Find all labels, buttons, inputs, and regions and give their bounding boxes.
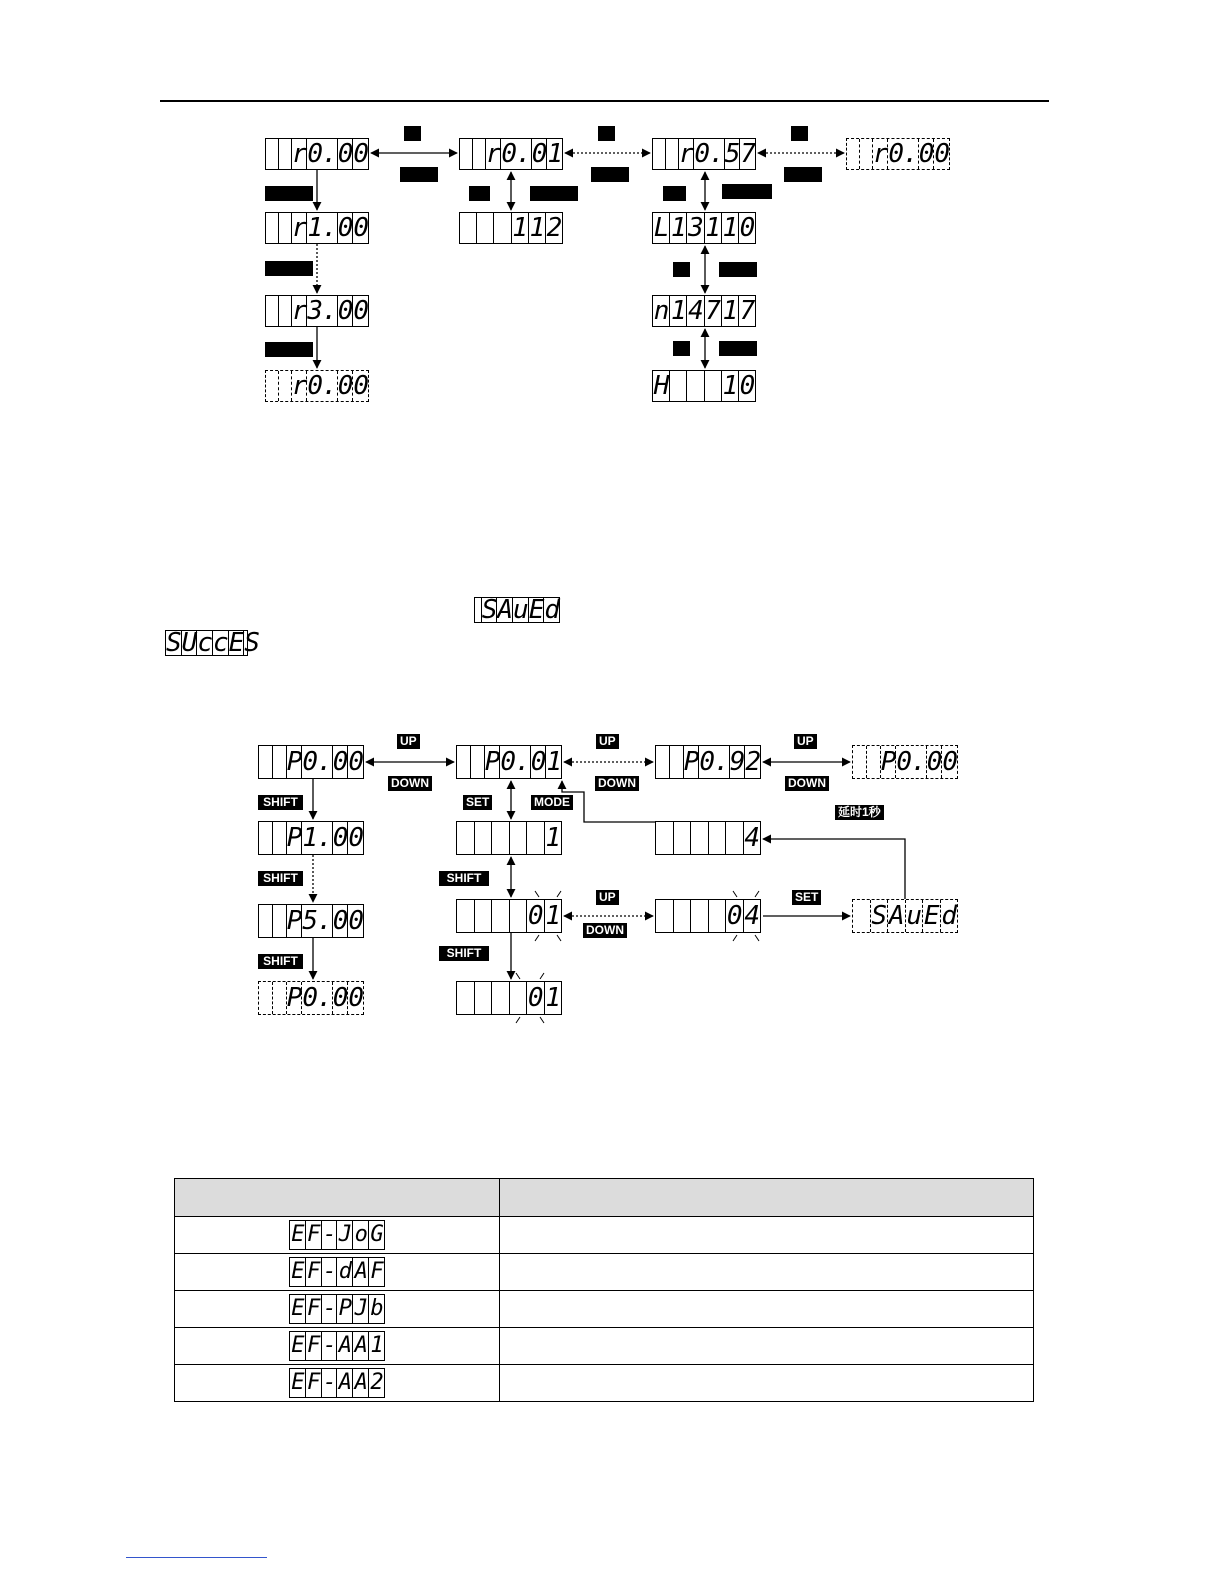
display-digit [266, 213, 279, 243]
display-digit: 0 [348, 906, 363, 936]
display-digit [527, 822, 545, 854]
error-description [500, 1365, 1034, 1402]
key-block [663, 186, 686, 201]
display-digit: E [290, 1332, 306, 1360]
display-digit: 1 [529, 213, 545, 243]
display-digit: 7 [705, 296, 720, 326]
display-digit [259, 746, 273, 778]
display-digit: 0 [934, 139, 949, 169]
display-r000-loop [265, 370, 369, 402]
display-digit: 0 [739, 213, 755, 243]
display-digit: 0 [332, 906, 348, 936]
display-digit [473, 139, 486, 169]
display-digit: 1 [705, 213, 720, 243]
display-digit [475, 982, 493, 1014]
display-digit: 0 [527, 901, 543, 931]
display-r057 [652, 138, 756, 170]
display-digit: P [286, 906, 302, 936]
display-digit [475, 598, 482, 622]
display-digit [457, 982, 475, 1014]
display-digit: F [306, 1221, 322, 1249]
display-digit [457, 822, 475, 854]
display-digit [705, 371, 722, 401]
key-block [673, 341, 690, 356]
display-digit: 0. [302, 983, 332, 1013]
display-value-01 [456, 899, 562, 933]
display-P000 [258, 745, 364, 779]
display-digit: 0 [337, 371, 353, 401]
display-digit [273, 982, 287, 1014]
display-digit: 1 [370, 1333, 383, 1358]
error-description [500, 1291, 1034, 1328]
header-rule [160, 100, 1049, 102]
display-digit: 1 [722, 296, 738, 326]
display-digit: r [291, 213, 307, 243]
display-digit [279, 213, 292, 243]
display-digit: P [286, 823, 302, 853]
error-code-display [289, 1294, 385, 1324]
display-digit: 1 [722, 371, 738, 401]
up-key: UP [794, 734, 817, 749]
error-description [500, 1328, 1034, 1365]
display-digit: S [871, 901, 887, 931]
display-digit: 3 [688, 213, 703, 243]
display-digit [510, 900, 528, 932]
key-block [719, 262, 757, 277]
display-digit: F [306, 1369, 322, 1397]
display-digit: r [872, 139, 888, 169]
display-digit [709, 822, 727, 854]
display-digit: 0. [500, 747, 530, 777]
display-digit: - [322, 1369, 338, 1397]
display-digit: 0. [694, 139, 724, 169]
display-digit: 9 [729, 747, 745, 777]
up-key: UP [397, 734, 420, 749]
display-digit: 1. [302, 823, 332, 853]
display-digit: A [888, 901, 904, 931]
display-digit [656, 822, 674, 854]
display-digit: 0. [896, 747, 926, 777]
display-digit: 4 [744, 823, 760, 853]
display-digit: 0 [527, 983, 543, 1013]
display-digit: 0 [926, 747, 942, 777]
display-value-1 [456, 821, 562, 855]
display-digit: E [228, 628, 244, 658]
display-digit: u [906, 901, 922, 931]
display-digit: d [544, 595, 559, 625]
display-digit: 0 [337, 139, 353, 169]
table-header-row [175, 1179, 1034, 1217]
key-block [598, 126, 615, 141]
display-digit: 0. [302, 747, 332, 777]
display-digit: 0. [307, 371, 337, 401]
display-digit: c [212, 628, 228, 658]
display-digit: 1 [722, 213, 738, 243]
key-block [673, 262, 690, 277]
display-digit [656, 746, 670, 778]
shift-key: SHIFT [258, 954, 303, 969]
display-digit [726, 822, 744, 854]
display-digit [259, 822, 273, 854]
key-block [719, 341, 757, 356]
display-digit: 1 [545, 823, 561, 853]
display-digit: S [481, 595, 497, 625]
display-digit [860, 139, 873, 169]
display-digit: 3. [307, 296, 337, 326]
display-P000-end [852, 745, 958, 779]
display-digit: 0 [353, 296, 368, 326]
display-value-4 [655, 821, 761, 855]
display-saved [852, 899, 958, 933]
display-digit [494, 213, 511, 243]
key-block [530, 186, 578, 201]
display-n14717 [652, 295, 756, 327]
display-digit [475, 900, 493, 932]
display-digit: 4 [744, 901, 760, 931]
table-row [175, 1217, 1034, 1254]
error-code-display [289, 1368, 385, 1398]
display-digit: 4 [688, 296, 703, 326]
down-key: DOWN [785, 776, 829, 791]
display-digit [471, 746, 485, 778]
display-digit [273, 746, 287, 778]
mode-key: MODE [531, 795, 573, 810]
display-digit: F [306, 1258, 322, 1286]
display-digit: 0. [699, 747, 729, 777]
down-key: DOWN [595, 776, 639, 791]
display-digit: 1 [545, 983, 561, 1013]
display-digit: P [683, 747, 699, 777]
display-digit: E [290, 1221, 306, 1249]
table-header-description [500, 1179, 1034, 1217]
delay-note: 延时1秒 [835, 805, 884, 820]
display-digit [477, 213, 494, 243]
key-block [469, 186, 490, 201]
error-code-cell [175, 1217, 500, 1254]
display-digit: E [290, 1258, 306, 1286]
display-r100 [265, 212, 369, 244]
table-row [175, 1328, 1034, 1365]
display-digit: S [166, 628, 181, 658]
display-digit: 0 [353, 213, 368, 243]
display-digit: 0 [353, 371, 368, 401]
display-digit: 1. [307, 213, 337, 243]
display-digit [492, 982, 510, 1014]
display-value-04 [655, 899, 761, 933]
error-description [500, 1254, 1034, 1291]
key-block [722, 184, 772, 199]
display-digit: E [528, 595, 544, 625]
display-digit [691, 822, 709, 854]
up-key: UP [596, 890, 619, 905]
display-digit: A [353, 1332, 369, 1360]
display-digit [653, 139, 666, 169]
display-digit: E [923, 901, 939, 931]
display-digit [853, 900, 871, 932]
display-digit: d [941, 901, 957, 931]
display-digit [670, 746, 684, 778]
display-succes-inline [165, 628, 259, 658]
display-digit [266, 296, 279, 326]
display-digit: 0 [337, 213, 353, 243]
display-digit: 0. [501, 139, 531, 169]
display-digit: r [678, 139, 694, 169]
display-digit: 0 [348, 983, 363, 1013]
display-digit: 0 [348, 823, 363, 853]
display-digit: - [322, 1258, 338, 1286]
display-digit: 1 [547, 139, 562, 169]
display-digit: P [880, 747, 896, 777]
display-digit [687, 371, 704, 401]
display-digit: r [291, 139, 307, 169]
display-digit: 0 [739, 371, 755, 401]
display-digit [279, 139, 292, 169]
display-digit [492, 822, 510, 854]
display-digit: 0. [888, 139, 918, 169]
display-digit: r [291, 371, 307, 401]
display-digit [457, 900, 475, 932]
display-digit [273, 905, 287, 937]
display-digit: A [337, 1332, 353, 1360]
error-code-table [174, 1178, 1034, 1402]
display-digit: A [337, 1369, 353, 1397]
display-digit [867, 746, 881, 778]
display-digit [457, 746, 471, 778]
display-r000-end [846, 138, 950, 170]
key-block [265, 342, 313, 357]
display-digit: J [353, 1295, 369, 1323]
display-digit: 0 [726, 901, 742, 931]
down-key: DOWN [583, 923, 627, 938]
display-digit: 0 [332, 747, 348, 777]
display-digit [691, 900, 709, 932]
display-digit: 0 [332, 983, 348, 1013]
up-key: UP [596, 734, 619, 749]
display-digit: 0 [353, 139, 368, 169]
display-r001 [459, 138, 563, 170]
display-digit: J [337, 1221, 353, 1249]
display-P000-loop [258, 981, 364, 1015]
display-digit: u [513, 595, 528, 625]
display-digit [656, 900, 674, 932]
display-r000 [265, 138, 369, 170]
display-digit: 1 [546, 747, 561, 777]
display-digit: - [322, 1332, 338, 1360]
display-digit: c [197, 628, 212, 658]
footer-link-underline[interactable] [126, 1557, 267, 1558]
key-block [404, 126, 421, 141]
key-block [784, 167, 822, 182]
key-block [400, 167, 438, 182]
display-digit: 0 [348, 747, 363, 777]
display-digit: F [370, 1259, 383, 1284]
display-digit [259, 905, 273, 937]
display-digit: P [484, 747, 500, 777]
display-P500 [258, 904, 364, 938]
down-key: DOWN [388, 776, 432, 791]
display-digit [510, 982, 528, 1014]
display-digit: 5 [724, 139, 740, 169]
display-digit [853, 746, 867, 778]
display-digit: n [653, 296, 669, 326]
display-digit: 7 [739, 296, 755, 326]
table-row [175, 1291, 1034, 1328]
key-block [791, 126, 808, 141]
display-digit: U [181, 628, 197, 658]
error-code-cell [175, 1328, 500, 1365]
display-digit [670, 371, 687, 401]
display-digit: 0 [332, 823, 348, 853]
display-digit [847, 139, 860, 169]
display-P001 [456, 745, 562, 779]
display-digit: 0 [531, 139, 547, 169]
display-digit: 2 [370, 1370, 383, 1395]
error-code-cell [175, 1254, 500, 1291]
display-digit: b [370, 1296, 383, 1321]
display-digit: 0. [307, 139, 337, 169]
error-description [500, 1217, 1034, 1254]
error-code-display [289, 1331, 385, 1361]
shift-key: SHIFT [439, 871, 489, 886]
display-digit: P [286, 747, 302, 777]
table-row [175, 1365, 1034, 1402]
error-code-display [289, 1257, 385, 1287]
table-header-code [175, 1179, 500, 1217]
display-digit: d [337, 1258, 353, 1286]
display-L13110 [652, 212, 756, 244]
display-digit: 2 [546, 213, 562, 243]
display-digit [266, 371, 279, 401]
display-digit: 1 [670, 213, 686, 243]
display-digit [279, 296, 292, 326]
display-digit: P [337, 1295, 353, 1323]
display-value-01-next [456, 981, 562, 1015]
display-digit: - [322, 1221, 338, 1249]
display-digit [273, 822, 287, 854]
error-code-cell [175, 1365, 500, 1402]
display-P100 [258, 821, 364, 855]
display-digit: S [244, 628, 259, 658]
display-digit [279, 371, 292, 401]
display-digit: 1 [670, 296, 686, 326]
display-digit [674, 822, 692, 854]
display-digit: L [653, 213, 669, 243]
display-digit [492, 900, 510, 932]
display-digit: r [291, 296, 307, 326]
table-row [175, 1254, 1034, 1291]
display-digit: 2 [745, 747, 760, 777]
display-P092 [655, 745, 761, 779]
display-r300 [265, 295, 369, 327]
display-digit: 5. [302, 906, 332, 936]
display-digit [510, 822, 528, 854]
display-H10 [652, 370, 756, 402]
display-digit: P [286, 983, 302, 1013]
display-digit [460, 213, 477, 243]
display-digit [666, 139, 679, 169]
display-digit [475, 822, 493, 854]
display-digit: F [306, 1332, 322, 1360]
key-block [265, 186, 313, 201]
display-digit: A [497, 595, 513, 625]
display-digit: 0 [918, 139, 934, 169]
display-digit: E [290, 1369, 306, 1397]
shift-key: SHIFT [258, 871, 303, 886]
error-code-cell [175, 1291, 500, 1328]
set-key: SET [463, 795, 492, 810]
display-digit [259, 982, 273, 1014]
display-digit: 0 [942, 747, 957, 777]
set-key: SET [792, 890, 821, 905]
display-saved-inline [474, 597, 560, 623]
display-digit: 1 [512, 213, 527, 243]
display-digit: E [290, 1295, 306, 1323]
display-digit: o [353, 1221, 369, 1249]
display-digit: H [653, 371, 669, 401]
display-digit: A [353, 1369, 369, 1397]
display-digit [460, 139, 473, 169]
display-digit [709, 900, 727, 932]
error-code-display [289, 1220, 385, 1250]
display-digit: - [322, 1295, 338, 1323]
display-digit: A [353, 1258, 369, 1286]
display-digit: 0 [337, 296, 353, 326]
display-digit: 1 [545, 901, 561, 931]
key-block [265, 261, 313, 276]
display-digit: F [306, 1295, 322, 1323]
display-digit: 0 [530, 747, 546, 777]
shift-key: SHIFT [258, 795, 303, 810]
display-digit [674, 900, 692, 932]
display-digit: G [370, 1222, 383, 1247]
display-digit: 7 [740, 139, 755, 169]
display-digit [266, 139, 279, 169]
shift-key: SHIFT [439, 946, 489, 961]
key-block [591, 167, 629, 182]
display-digit: r [485, 139, 501, 169]
display-value-112 [459, 212, 563, 244]
